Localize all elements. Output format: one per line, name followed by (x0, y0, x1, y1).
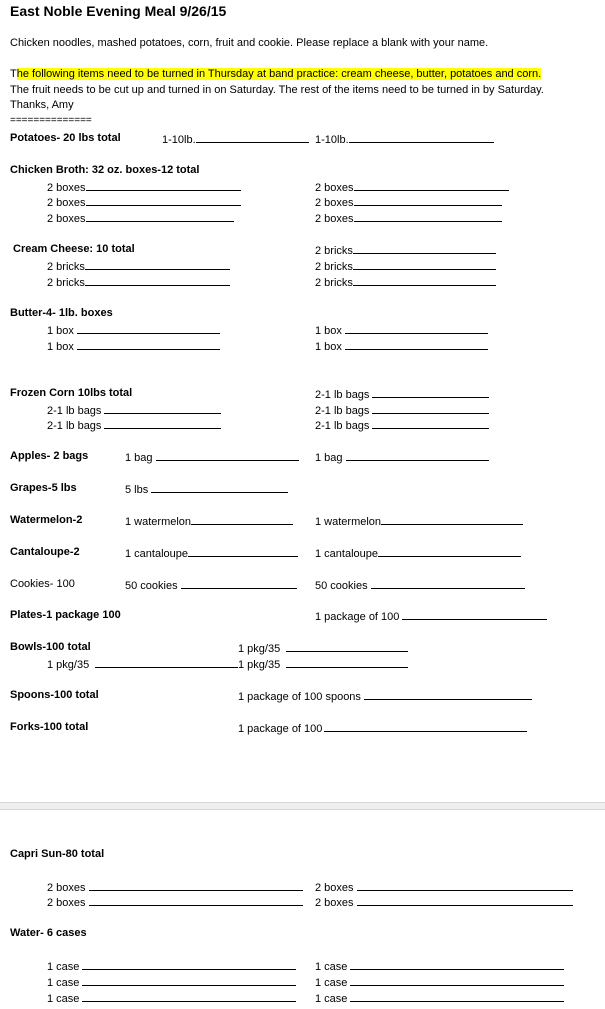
signup-slot[interactable]: 2-1 lb bags (315, 387, 489, 402)
separator: ============== (10, 115, 92, 126)
signup-slot[interactable]: 2-1 lb bags (315, 403, 489, 418)
signup-slot[interactable]: 2 boxes (315, 895, 573, 910)
plates-heading: Plates-1 package 100 (10, 609, 121, 621)
signup-slot[interactable]: 2 boxes (315, 880, 573, 895)
signup-slot[interactable]: 2 bricks (315, 243, 496, 258)
signup-slot[interactable]: 1 box (47, 339, 220, 354)
forks-heading: Forks-100 total (10, 721, 89, 733)
note-highlight: he following items need to be turned in Thursday at band practice: cream cheese, butter, potatoes and corn. (16, 68, 542, 80)
capri-sun-heading: Capri Sun-80 total (10, 848, 105, 860)
page-title: East Noble Evening Meal 9/26/15 (10, 3, 227, 19)
signup-sheet-page-2 (0, 810, 605, 1009)
watermelon-heading: Watermelon-2 (10, 514, 83, 526)
signup-slot[interactable]: 1 pkg/35 (47, 657, 238, 672)
signup-slot[interactable]: 2 bricks (47, 259, 230, 274)
signup-slot[interactable]: 2-1 lb bags (47, 403, 221, 418)
signup-slot[interactable]: 1 bag (315, 450, 489, 465)
potatoes-heading: Potatoes- 20 lbs total (10, 132, 121, 144)
signup-slot[interactable]: 2 boxes (47, 880, 303, 895)
butter-heading: Butter-4- 1lb. boxes (10, 307, 113, 319)
signup-slot[interactable]: 1 watermelon (125, 514, 293, 529)
bowls-heading: Bowls-100 total (10, 641, 91, 653)
highlighted-note (10, 68, 541, 81)
signup-slot[interactable]: 1-10lb. (315, 132, 494, 147)
note-prefix: T (10, 68, 17, 80)
grapes-heading: Grapes-5 lbs (10, 482, 77, 494)
note-line-2: The fruit needs to be cut up and turned in on Saturday. The rest of the items need to be turned in by Saturday. (10, 84, 544, 96)
signup-slot[interactable]: 1 package of 100 spoons (238, 689, 532, 704)
signup-slot[interactable]: 2 boxes (47, 195, 241, 210)
signup-slot[interactable]: 1 pkg/35 (238, 641, 408, 656)
chicken-broth-heading: Chicken Broth: 32 oz. boxes-12 total (10, 164, 200, 176)
cookies-heading: Cookies- 100 (10, 578, 75, 590)
signup-slot[interactable]: 50 cookies (125, 578, 297, 593)
signup-slot[interactable]: 1 box (315, 323, 488, 338)
signup-slot[interactable]: 2 boxes (47, 180, 241, 195)
signup-slot[interactable]: 1 bag (125, 450, 299, 465)
signup-slot[interactable]: 1 case (315, 991, 564, 1006)
signup-slot[interactable]: 50 cookies (315, 578, 525, 593)
signup-slot[interactable]: 2 boxes (47, 211, 234, 226)
thanks-text: Thanks, Amy (10, 99, 74, 111)
signup-slot[interactable]: 2 bricks (315, 259, 496, 274)
signup-slot[interactable]: 1 box (315, 339, 488, 354)
signup-slot[interactable]: 1 package of 100 (238, 721, 527, 736)
apples-heading: Apples- 2 bags (10, 450, 89, 462)
signup-slot[interactable]: 1 cantaloupe (315, 546, 521, 561)
cream-cheese-heading: Cream Cheese: 10 total (13, 243, 135, 255)
signup-slot[interactable]: 2 boxes (315, 211, 502, 226)
signup-slot[interactable]: 5 lbs (125, 482, 288, 497)
signup-slot[interactable]: 1 case (47, 959, 296, 974)
signup-slot[interactable]: 2-1 lb bags (47, 418, 221, 433)
signup-slot[interactable]: 1 pkg/35 (238, 657, 408, 672)
spoons-heading: Spoons-100 total (10, 689, 99, 701)
signup-slot[interactable]: 2 bricks (315, 275, 496, 290)
intro-text: Chicken noodles, mashed potatoes, corn, fruit and cookie. Please replace a blank with your name. (10, 37, 489, 49)
signup-slot[interactable]: 1 cantaloupe (125, 546, 298, 561)
signup-slot[interactable]: 1 case (47, 975, 296, 990)
signup-slot[interactable]: 1 case (47, 991, 296, 1006)
signup-slot[interactable]: 1 package of 100 (315, 609, 547, 624)
signup-slot[interactable]: 2 boxes (315, 195, 502, 210)
signup-slot[interactable]: 1 watermelon (315, 514, 523, 529)
signup-slot[interactable]: 2 boxes (47, 895, 303, 910)
signup-slot[interactable]: 2-1 lb bags (315, 418, 489, 433)
signup-slot[interactable]: 1-10lb. (162, 132, 309, 147)
signup-slot[interactable]: 2 bricks (47, 275, 230, 290)
signup-slot[interactable]: 1 case (315, 959, 564, 974)
water-heading: Water- 6 cases (10, 927, 87, 939)
frozen-corn-heading: Frozen Corn 10lbs total (10, 387, 133, 399)
page-break (0, 802, 605, 810)
signup-slot[interactable]: 2 boxes (315, 180, 509, 195)
signup-slot[interactable]: 1 case (315, 975, 564, 990)
signup-slot[interactable]: 1 box (47, 323, 220, 338)
cantaloupe-heading: Cantaloupe-2 (10, 546, 80, 558)
